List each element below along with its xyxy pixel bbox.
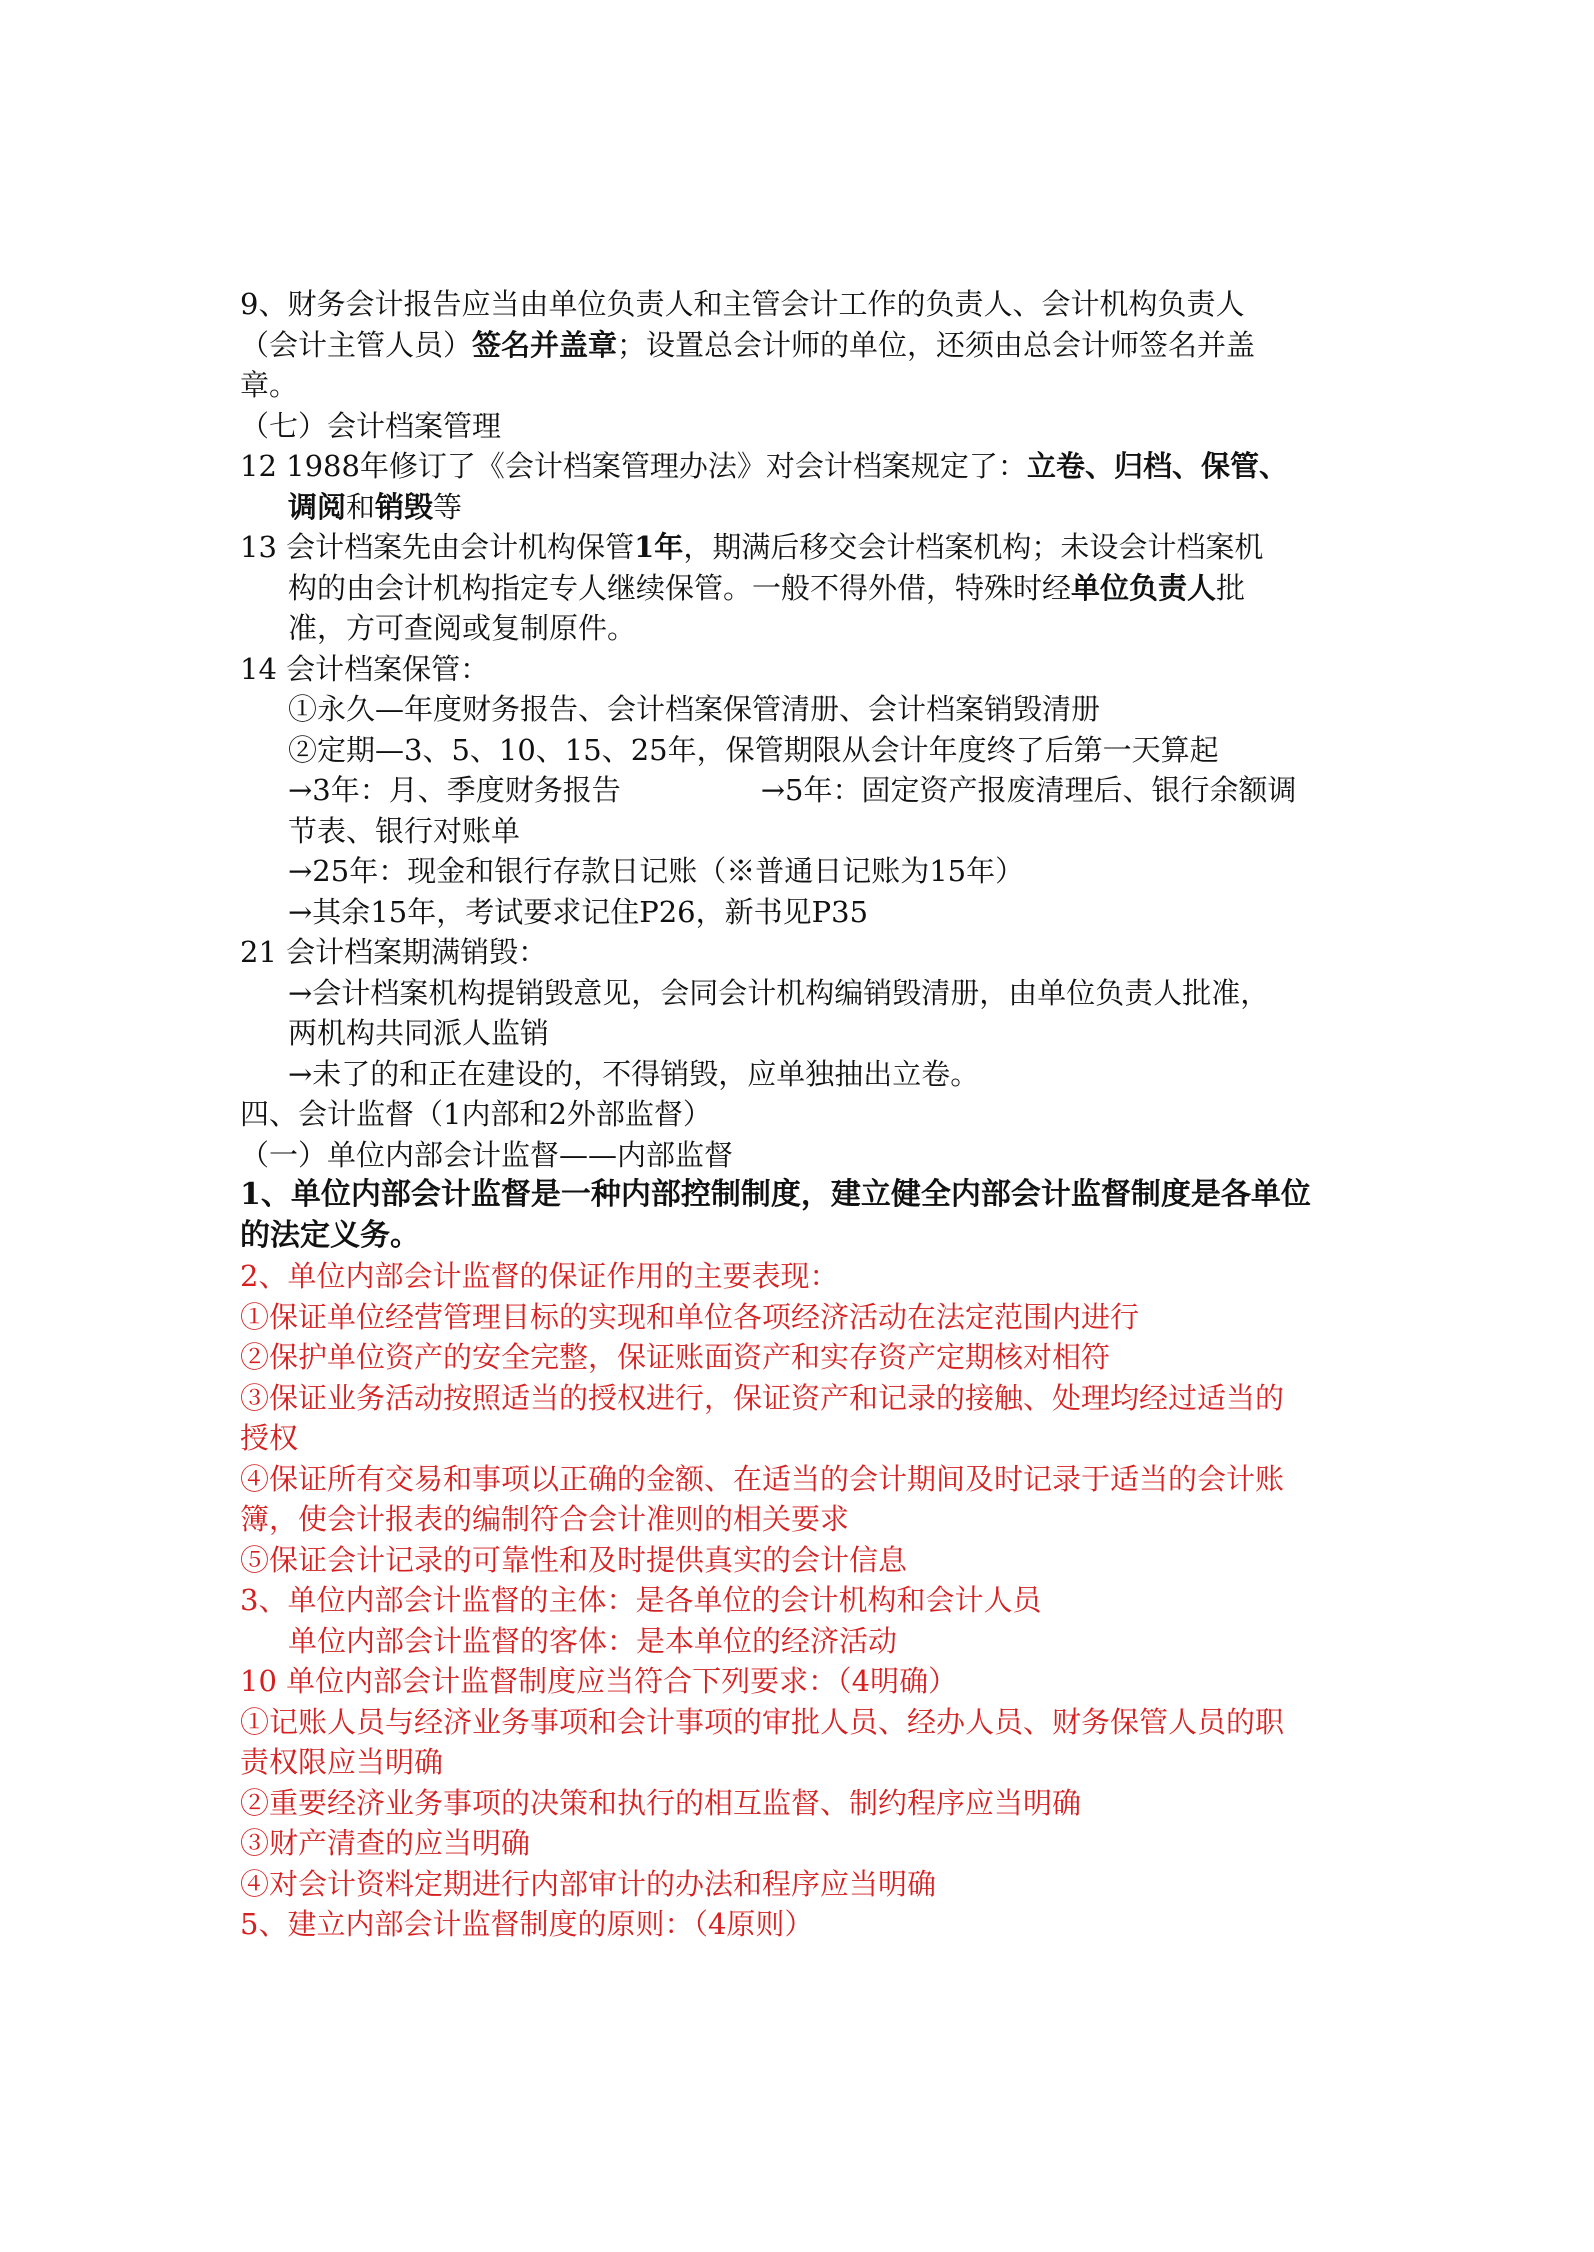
point-1-line-1: 1、单位内部会计监督是一种内部控制制度，建立健全内部会计监督制度是各单位 bbox=[240, 1177, 1311, 1212]
point-2-line-3b: 授权 bbox=[240, 1421, 299, 1455]
section-4-1-title: （一）单位内部会计监督——内部监督 bbox=[240, 1137, 734, 1172]
item-14-line-5: →25年：现金和银行存款日记账（※普通日记账为15年） bbox=[288, 854, 1025, 888]
document-page bbox=[240, 284, 1370, 1945]
point-2-line-5: ⑤保证会计记录的可靠性和及时提供真实的会计信息 bbox=[240, 1542, 908, 1577]
item-21-line-3: →未了的和正在建设的，不得销毁，应单独抽出立卷。 bbox=[288, 1056, 980, 1091]
item-13-line-3: 准，方可查阅或复制原件。 bbox=[288, 611, 637, 645]
point-5-title: 5、建立内部会计监督制度的原则：（4原则） bbox=[240, 1907, 814, 1941]
item-9-line-2: （会计主管人员）签名并盖章；设置总会计师的单位，还须由总会计师签名并盖 bbox=[240, 327, 1256, 362]
point-10-line-1b: 责权限应当明确 bbox=[240, 1745, 444, 1779]
item-13-line-2: 构的由会计机构指定专人继续保管。一般不得外借，特殊时经单位负责人批 bbox=[288, 570, 1246, 605]
item-14-line-1: ①永久—年度财务报告、会计档案保管清册、会计档案销毁清册 bbox=[288, 692, 1101, 726]
item-14-line-6: →其余15年，考试要求记住P26，新书见P35 bbox=[288, 894, 869, 929]
item-21-line-1: →会计档案机构提销毁意见，会同会计机构编销毁清册，由单位负责人批准， bbox=[288, 975, 1270, 1010]
item-12-line-1: 12 1988年修订了《会计档案管理办法》对会计档案规定了：立卷、归档、保管、 bbox=[240, 449, 1288, 483]
item-9-line-3: 章。 bbox=[240, 368, 299, 402]
point-10-line-2: ②重要经济业务事项的决策和执行的相互监督、制约程序应当明确 bbox=[240, 1785, 1082, 1820]
point-10-line-4: ④对会计资料定期进行内部审计的办法和程序应当明确 bbox=[240, 1866, 937, 1901]
point-10-line-1a: ①记账人员与经济业务事项和会计事项的审批人员、经办人员、财务保管人员的职 bbox=[240, 1704, 1285, 1739]
item-21-line-2: 两机构共同派人监销 bbox=[288, 1016, 550, 1050]
item-14-line-3: →3年：月、季度财务报告 →5年：固定资产报废清理后、银行余额调 bbox=[288, 773, 1297, 807]
item-13-line-1: 13 会计档案先由会计机构保管1年，期满后移交会计档案机构；未设会计档案机 bbox=[240, 530, 1264, 564]
point-2-line-2: ②保护单位资产的安全完整，保证账面资产和实存资产定期核对相符 bbox=[240, 1340, 1111, 1374]
item-12-line-2: 调阅和销毁等 bbox=[288, 489, 463, 524]
item-14-line-2: ②定期—3、5、10、15、25年，保管期限从会计年度终了后第一天算起 bbox=[288, 732, 1219, 767]
item-14-title: 14 会计档案保管： bbox=[240, 651, 490, 686]
item-9-line-1: 9、财务会计报告应当由单位负责人和主管会计工作的负责人、会计机构负责人 bbox=[240, 287, 1245, 321]
section-7-title: （七）会计档案管理 bbox=[240, 408, 502, 443]
point-10-title: 10 单位内部会计监督制度应当符合下列要求：（4明确） bbox=[240, 1664, 958, 1698]
sign-and-seal-emphasis: 签名并盖章 bbox=[472, 327, 618, 362]
point-2-line-3a: ③保证业务活动按照适当的授权进行，保证资产和记录的接触、处理均经过适当的 bbox=[240, 1380, 1285, 1415]
section-4-title: 四、会计监督（1内部和2外部监督） bbox=[240, 1097, 712, 1131]
item-21-title: 21 会计档案期满销毁： bbox=[240, 935, 548, 969]
item-14-line-4: 节表、银行对账单 bbox=[288, 813, 521, 848]
point-1-line-2: 的法定义务。 bbox=[240, 1217, 420, 1253]
point-10-line-3: ③财产清查的应当明确 bbox=[240, 1826, 531, 1860]
point-2-title: 2、单位内部会计监督的保证作用的主要表现： bbox=[240, 1259, 839, 1293]
point-2-line-4a: ④保证所有交易和事项以正确的金额、在适当的会计期间及时记录于适当的会计账 bbox=[240, 1461, 1285, 1496]
point-2-line-4b: 簿，使会计报表的编制符合会计准则的相关要求 bbox=[240, 1502, 850, 1536]
point-2-line-1: ①保证单位经营管理目标的实现和单位各项经济活动在法定范围内进行 bbox=[240, 1299, 1140, 1334]
point-3-line-2: 单位内部会计监督的客体：是本单位的经济活动 bbox=[288, 1623, 898, 1658]
point-3-line-1: 3、单位内部会计监督的主体：是各单位的会计机构和会计人员 bbox=[240, 1583, 1042, 1617]
